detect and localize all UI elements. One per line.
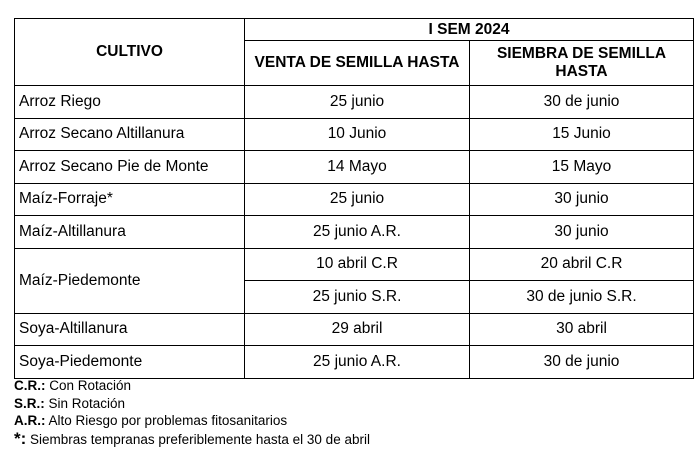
legend-item-sr — [14, 395, 370, 413]
legend-item-ar — [14, 412, 370, 430]
header-crop: CULTIVO — [15, 19, 245, 86]
table-row — [15, 118, 694, 151]
crop-cell: Arroz Secano Pie de Monte — [15, 151, 245, 184]
sale-date-cell: 25 junio S.R. — [245, 281, 470, 314]
crop-cell: Arroz Riego — [15, 86, 245, 119]
sowing-date-cell: 30 junio — [470, 216, 694, 249]
header-seed-sowing: SIEMBRA DE SEMILLA HASTA — [470, 41, 694, 86]
header-seed-sale: VENTA DE SEMILLA HASTA — [245, 41, 470, 86]
table-row — [15, 216, 694, 249]
table-row — [15, 346, 694, 379]
sale-date-cell: 25 junio — [245, 86, 470, 119]
sowing-date-cell: 30 de junio — [470, 86, 694, 119]
legend-text: Con Rotación — [45, 378, 132, 393]
legend-key: *: — [14, 428, 27, 448]
sale-date-cell: 29 abril — [245, 313, 470, 346]
sowing-date-cell: 30 junio — [470, 183, 694, 216]
sowing-date-cell: 30 abril — [470, 313, 694, 346]
sowing-date-cell: 30 de junio S.R. — [470, 281, 694, 314]
sale-date-cell: 25 junio — [245, 183, 470, 216]
table-row — [15, 151, 694, 184]
sowing-date-cell: 15 Mayo — [470, 151, 694, 184]
legend-key: S.R.: — [14, 395, 45, 411]
crop-cell: Maíz-Piedemonte — [15, 248, 245, 313]
header-semester: I SEM 2024 — [245, 19, 694, 41]
legend-item-cr — [14, 377, 370, 395]
sowing-date-cell: 15 Junio — [470, 118, 694, 151]
sale-date-cell: 10 abril C.R — [245, 248, 470, 281]
legend-key: A.R.: — [14, 413, 46, 428]
legend-text: Sin Rotación — [44, 395, 126, 411]
sale-date-cell: 25 junio A.R. — [245, 216, 470, 249]
table-row — [15, 183, 694, 216]
legend-key: C.R.: — [14, 378, 46, 393]
legend-text: Siembras tempranas preferiblemente hasta el 30 de abril — [26, 431, 370, 447]
sowing-date-cell: 20 abril C.R — [470, 248, 694, 281]
legend — [14, 377, 370, 448]
crop-cell: Maíz-Altillanura — [15, 216, 245, 249]
sale-date-cell: 10 Junio — [245, 118, 470, 151]
legend-item-asterisk — [14, 430, 370, 449]
crop-cell: Soya-Altillanura — [15, 313, 245, 346]
sale-date-cell: 25 junio A.R. — [245, 346, 470, 379]
sowing-date-cell: 30 de junio — [470, 346, 694, 379]
legend-text: Alto Riesgo por problemas fitosanitarios — [45, 413, 288, 428]
table-row — [15, 86, 694, 119]
table-row — [15, 313, 694, 346]
crop-cell: Maíz-Forraje* — [15, 183, 245, 216]
seed-schedule-table — [14, 18, 694, 379]
crop-cell: Arroz Secano Altillanura — [15, 118, 245, 151]
table-row — [15, 248, 694, 281]
crop-cell: Soya-Piedemonte — [15, 346, 245, 379]
sale-date-cell: 14 Mayo — [245, 151, 470, 184]
